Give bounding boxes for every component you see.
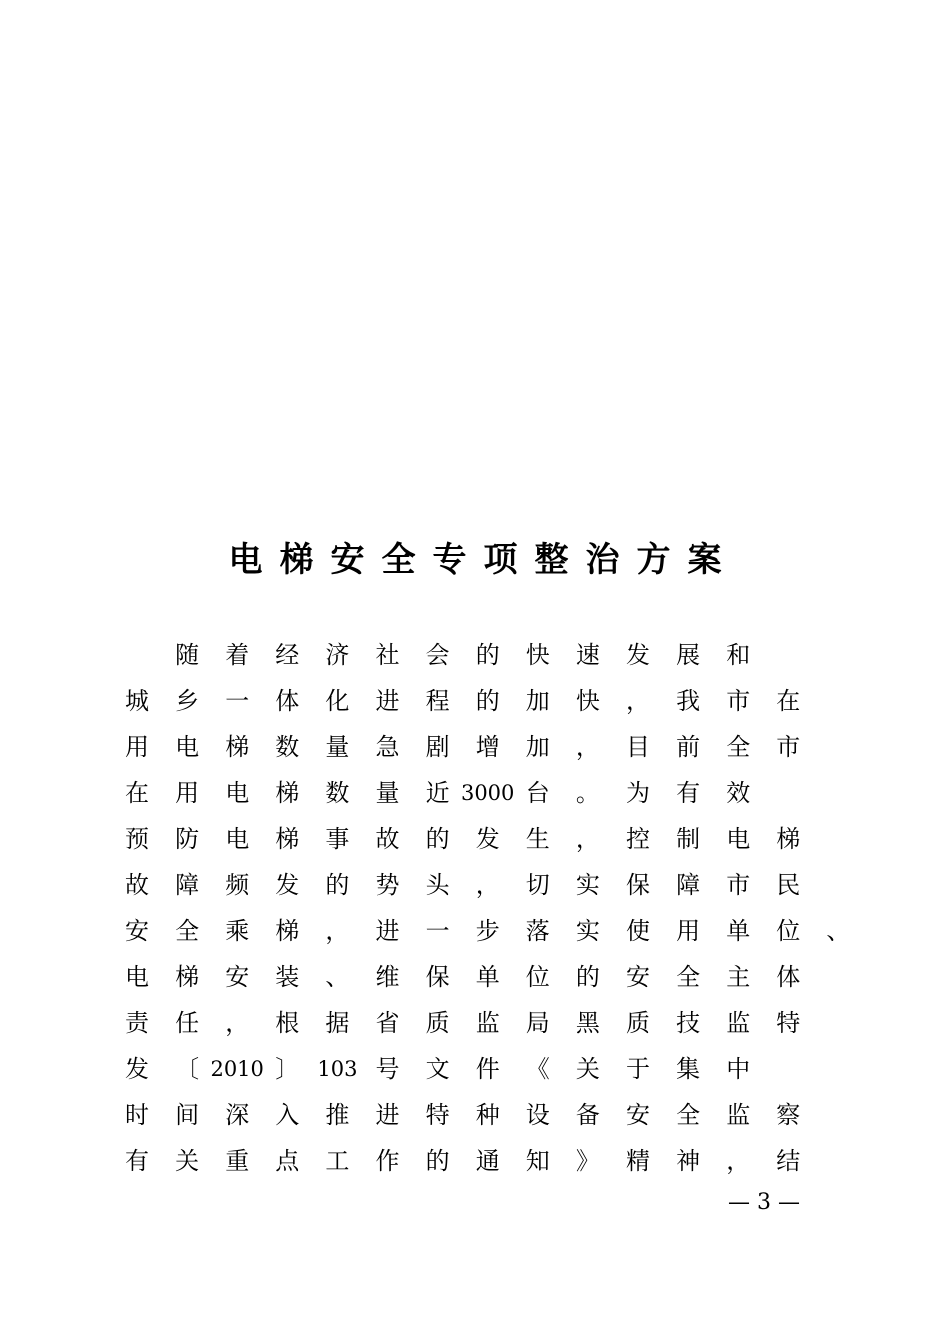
paragraph-char: 任 [175, 1009, 200, 1037]
paragraph-char: 通 [475, 1147, 500, 1175]
paragraph-char: ， [575, 825, 600, 853]
paragraph-char: 电 [225, 779, 250, 807]
paragraph-char: 文 [425, 1055, 450, 1083]
paragraph-char: 结 [776, 1147, 801, 1175]
paragraph-char: 全 [676, 963, 701, 991]
paragraph-char: 时 [125, 1101, 149, 1129]
paragraph-char: 一 [225, 687, 250, 715]
paragraph-char: 103 [317, 1057, 358, 1081]
paragraph-char: 数 [275, 733, 300, 761]
paragraph-char: ， [325, 917, 350, 945]
paragraph-char: 的 [325, 871, 350, 899]
paragraph-char: 障 [676, 871, 701, 899]
paragraph-char: 主 [726, 963, 751, 991]
paragraph-char: 频 [225, 871, 250, 899]
paragraph-char: 实 [575, 871, 600, 899]
paragraph-line [124, 954, 904, 1000]
paragraph-char: 省 [375, 1009, 400, 1037]
paragraph-char: 号 [375, 1055, 400, 1083]
paragraph-char: ， [726, 1147, 751, 1175]
paragraph-char: 实 [575, 917, 600, 945]
paragraph-char: 快 [525, 641, 550, 669]
paragraph-char: 快 [575, 687, 600, 715]
paragraph-char: 黑 [575, 1009, 600, 1037]
paragraph-char: 工 [325, 1147, 350, 1175]
paragraph-char: 落 [525, 917, 550, 945]
paragraph-char: 安 [626, 1101, 650, 1129]
paragraph-char: 全 [676, 1101, 701, 1129]
paragraph-char: 乘 [225, 917, 250, 945]
paragraph-char: 集 [676, 1055, 701, 1083]
paragraph-line [124, 632, 904, 678]
paragraph-char: 的 [575, 963, 600, 991]
paragraph-char: 关 [175, 1147, 200, 1175]
paragraph-line [124, 678, 904, 724]
paragraph-char: ， [626, 687, 650, 715]
paragraph-char: ， [575, 733, 600, 761]
paragraph-char: 电 [125, 963, 149, 991]
paragraph-char: 用 [125, 733, 149, 761]
paragraph-char: 城 [125, 687, 149, 715]
paragraph-char: 中 [726, 1055, 751, 1083]
paragraph-char: 的 [475, 687, 500, 715]
page-number: — 3 — [728, 1190, 800, 1215]
paragraph-char: 入 [275, 1101, 300, 1129]
paragraph-char: 质 [626, 1009, 650, 1037]
paragraph-char: 全 [726, 733, 751, 761]
paragraph-char: 电 [726, 825, 751, 853]
paragraph-char: 的 [475, 641, 500, 669]
paragraph-char: 发 [626, 641, 650, 669]
paragraph-char: 作 [375, 1147, 400, 1175]
paragraph-char: 切 [525, 871, 550, 899]
paragraph-char: 一 [425, 917, 450, 945]
paragraph-char: 于 [626, 1055, 650, 1083]
paragraph-char: 进 [375, 1101, 400, 1129]
paragraph-char: 经 [275, 641, 300, 669]
paragraph-char: 3000 [460, 781, 515, 805]
paragraph-char: 用 [676, 917, 701, 945]
paragraph-char: 在 [776, 687, 801, 715]
paragraph-line [124, 862, 904, 908]
paragraph-char: 目 [626, 733, 650, 761]
paragraph-char: 加 [525, 687, 550, 715]
paragraph-line [124, 908, 904, 954]
paragraph-char: ， [475, 871, 500, 899]
paragraph-char: 前 [676, 733, 701, 761]
paragraph-char: 在 [125, 779, 149, 807]
paragraph-char: 着 [225, 641, 250, 669]
paragraph-char: 知 [525, 1147, 550, 1175]
paragraph-char: 特 [425, 1101, 450, 1129]
paragraph-char: 发 [125, 1055, 149, 1083]
paragraph-char: 监 [726, 1101, 751, 1129]
paragraph-char: 的 [425, 825, 450, 853]
paragraph-char: 深 [225, 1101, 250, 1129]
paragraph-char: 单 [726, 917, 751, 945]
paragraph-char: 件 [475, 1055, 500, 1083]
paragraph-char: 安 [125, 917, 149, 945]
paragraph-char: 市 [726, 687, 751, 715]
paragraph-line [124, 1000, 904, 1046]
paragraph-char: 点 [275, 1147, 300, 1175]
paragraph-char: 安 [626, 963, 650, 991]
paragraph-char: 〔 [175, 1055, 200, 1083]
paragraph-char: 单 [475, 963, 500, 991]
paragraph-char: 》 [575, 1147, 600, 1175]
paragraph-char: 数 [325, 779, 350, 807]
paragraph-char: 位 [776, 917, 801, 945]
paragraph-char: 监 [726, 1009, 751, 1037]
paragraph-char: 2010 [210, 1057, 264, 1081]
paragraph-char: 进 [375, 687, 400, 715]
paragraph-char: 据 [325, 1009, 350, 1037]
paragraph-char: 。 [575, 779, 600, 807]
paragraph-char: 关 [575, 1055, 600, 1083]
paragraph-char: 有 [125, 1147, 149, 1175]
paragraph-char: 保 [626, 871, 650, 899]
paragraph-char: 全 [175, 917, 200, 945]
paragraph-char: 电 [175, 733, 200, 761]
paragraph-char: 梯 [275, 825, 300, 853]
paragraph-char: 使 [626, 917, 650, 945]
paragraph-char: 预 [125, 825, 149, 853]
paragraph-char: 台 [525, 779, 550, 807]
paragraph-char: 〕 [275, 1055, 300, 1083]
paragraph-char: 急 [375, 733, 400, 761]
paragraph-char: 神 [676, 1147, 701, 1175]
paragraph-char: 种 [475, 1101, 500, 1129]
paragraph-char: 步 [475, 917, 500, 945]
paragraph-char: 特 [776, 1009, 801, 1037]
paragraph-char: 控 [626, 825, 650, 853]
paragraph-char: 乡 [175, 687, 200, 715]
paragraph-char: 制 [676, 825, 701, 853]
paragraph-char: 根 [275, 1009, 300, 1037]
paragraph-char: 质 [425, 1009, 450, 1037]
paragraph-char: 市 [726, 871, 751, 899]
paragraph-char: 程 [425, 687, 450, 715]
paragraph-char: 精 [626, 1147, 650, 1175]
paragraph-char: 进 [375, 917, 400, 945]
paragraph-char: 位 [525, 963, 550, 991]
paragraph-char: 发 [275, 871, 300, 899]
paragraph-char: 障 [175, 871, 200, 899]
paragraph-char: 故 [125, 871, 149, 899]
paragraph-line [124, 724, 904, 770]
paragraph-char: 体 [275, 687, 300, 715]
paragraph-char: 会 [425, 641, 450, 669]
paragraph-char: 梯 [275, 917, 300, 945]
paragraph-char: 保 [425, 963, 450, 991]
paragraph-char: 生 [525, 825, 550, 853]
paragraph-char: 《 [525, 1055, 550, 1083]
paragraph-char: 增 [475, 733, 500, 761]
paragraph-char: 梯 [275, 779, 300, 807]
paragraph-char: 间 [175, 1101, 200, 1129]
paragraph-char: 效 [726, 779, 751, 807]
paragraph-char: 、 [325, 963, 350, 991]
paragraph-char: 故 [375, 825, 400, 853]
paragraph-char: 察 [776, 1101, 801, 1129]
paragraph-char: 剧 [425, 733, 450, 761]
paragraph-char: 我 [676, 687, 701, 715]
paragraph-char: 随 [175, 641, 200, 669]
paragraph-char: 体 [776, 963, 801, 991]
paragraph-char: 化 [325, 687, 350, 715]
paragraph-char: 设 [525, 1101, 550, 1129]
paragraph-char: 头 [425, 871, 450, 899]
paragraph-char: 量 [325, 733, 350, 761]
paragraph-char: 有 [676, 779, 701, 807]
paragraph-char: 安 [225, 963, 250, 991]
paragraph-char: 近 [425, 779, 450, 807]
paragraph-char: 梯 [776, 825, 801, 853]
paragraph-char: 防 [175, 825, 200, 853]
paragraph-char: 电 [225, 825, 250, 853]
paragraph-char: 量 [375, 779, 400, 807]
paragraph-char: 民 [776, 871, 801, 899]
paragraph-char: 、 [826, 917, 851, 945]
paragraph-char: 速 [575, 641, 600, 669]
paragraph-char: 技 [676, 1009, 701, 1037]
document-title: 电梯安全专项整治方案 [228, 540, 739, 580]
paragraph-char: 为 [626, 779, 650, 807]
paragraph-char: 加 [525, 733, 550, 761]
paragraph-char: 推 [325, 1101, 350, 1129]
paragraph-char: 展 [676, 641, 701, 669]
paragraph-line [124, 1092, 904, 1138]
paragraph-char: 梯 [175, 963, 200, 991]
paragraph-char: 的 [425, 1147, 450, 1175]
paragraph-char: 市 [776, 733, 801, 761]
paragraph-char: 装 [275, 963, 300, 991]
paragraph-char: 重 [225, 1147, 250, 1175]
paragraph-char: 梯 [225, 733, 250, 761]
paragraph-char: 维 [375, 963, 400, 991]
paragraph-char: 和 [726, 641, 751, 669]
paragraph-char: 局 [525, 1009, 550, 1037]
paragraph-char: 用 [175, 779, 200, 807]
paragraph-line [124, 1046, 904, 1092]
paragraph-char: 济 [325, 641, 350, 669]
paragraph-char: ， [225, 1009, 250, 1037]
paragraph-line [124, 770, 904, 816]
paragraph-char: 备 [575, 1101, 600, 1129]
paragraph-char: 发 [475, 825, 500, 853]
paragraph-char: 责 [125, 1009, 149, 1037]
paragraph-char: 社 [375, 641, 400, 669]
paragraph-char: 监 [475, 1009, 500, 1037]
paragraph-line [124, 816, 904, 862]
paragraph-char: 事 [325, 825, 350, 853]
paragraph-line [124, 1138, 904, 1184]
paragraph-char: 势 [375, 871, 400, 899]
